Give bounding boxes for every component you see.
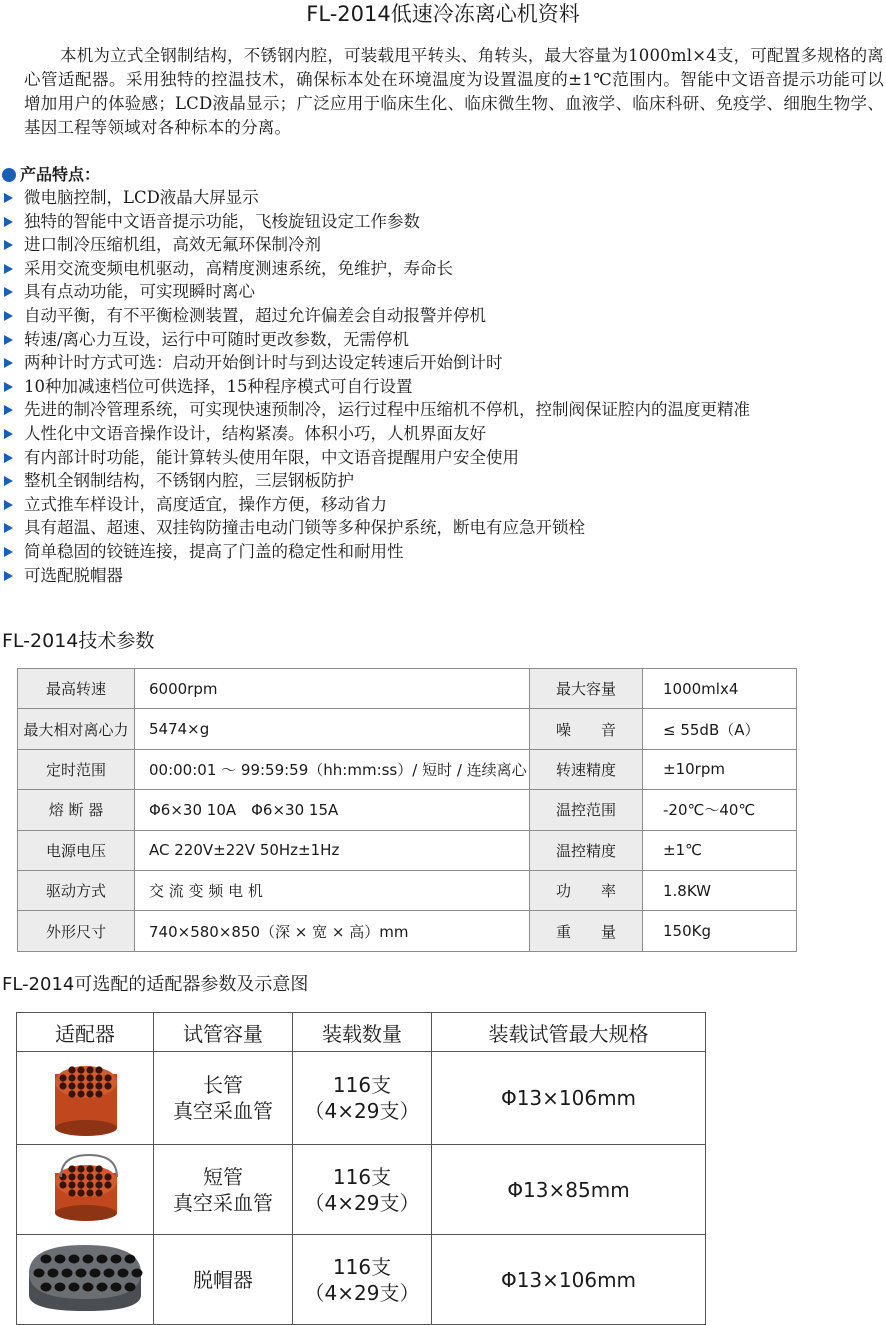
spec-value: ±1℃ bbox=[643, 830, 797, 870]
spec-value: 740×580×850（深 × 宽 × 高）mm bbox=[135, 911, 530, 951]
bullet-dot-icon bbox=[2, 168, 16, 182]
triangle-bullet-icon bbox=[4, 193, 13, 203]
triangle-bullet-icon bbox=[4, 382, 13, 392]
spec-label: 电源电压 bbox=[18, 830, 135, 870]
spec-label: 定时范围 bbox=[18, 749, 135, 789]
feature-text: 微电脑控制，LCD液晶大屏显示 bbox=[24, 188, 259, 207]
feature-item bbox=[4, 398, 884, 422]
spec-label: 最大相对离心力 bbox=[18, 709, 135, 749]
triangle-bullet-icon bbox=[4, 264, 13, 274]
feature-text: 整机全钢制结构，不锈钢内腔，三层钢板防护 bbox=[24, 471, 354, 491]
intro-paragraph: 本机为立式全钢制结构，不锈钢内腔，可装载甩平转头、角转头，最大容量为1000ml×4支，可配置多规格的离心管适配器。采用独特的控温技术，确保标本处在环境温度为设置温度的±1℃范围内。智能中文语音提示功能可以增加用户的体验感；LCD液晶显示；广泛应用于临床生化、临床微生物、血液学、临床科研、免疫学、细胞生物学、基因工程等领域对各种标本的分离。 bbox=[24, 46, 884, 137]
adapter-max-spec: Φ13×106mm bbox=[432, 1235, 706, 1325]
feature-text: 转速/离心力互设，运行中可随时更改参数，无需停机 bbox=[24, 329, 410, 349]
triangle-bullet-icon bbox=[4, 453, 13, 463]
feature-text: 具有点动功能，可实现瞬时离心 bbox=[24, 282, 255, 302]
features-heading-label: 产品特点： bbox=[20, 165, 101, 184]
triangle-bullet-icon bbox=[4, 217, 13, 227]
spec-value: Φ6×30 10A Φ6×30 15A bbox=[135, 790, 530, 830]
spec-value: 00:00:01 ～ 99:59:59（hh:mm:ss）/ 短时 / 连续离心 bbox=[135, 749, 530, 789]
spec-row bbox=[18, 669, 797, 709]
adapter-quantity bbox=[293, 1052, 432, 1145]
feature-text: 进口制冷压缩机组，高效无氟环保制冷剂 bbox=[24, 235, 321, 255]
adapter-row bbox=[17, 1235, 706, 1325]
spec-heading: FL-2014技术参数 bbox=[2, 630, 155, 652]
long-tube-adapter-image bbox=[17, 1052, 154, 1145]
spec-row bbox=[18, 709, 797, 749]
short-tube-adapter-image bbox=[17, 1145, 154, 1235]
feature-item bbox=[4, 540, 884, 564]
feature-item bbox=[4, 328, 884, 352]
spec-row bbox=[18, 749, 797, 789]
adapter-capacity bbox=[154, 1235, 293, 1325]
spec-value: ≤ 55dB（A） bbox=[643, 709, 797, 749]
feature-text: 具有超温、超速、双挂钩防撞击电动门锁等多种保护系统，断电有应急开锁栓 bbox=[24, 518, 585, 538]
spec-label: 转速精度 bbox=[530, 749, 643, 789]
feature-item bbox=[4, 375, 884, 399]
adapter-heading: FL-2014可选配的适配器参数及示意图 bbox=[2, 974, 309, 995]
spec-value: 5474×g bbox=[135, 709, 530, 749]
spec-row bbox=[18, 911, 797, 951]
triangle-bullet-icon bbox=[4, 500, 13, 510]
spec-label: 驱动方式 bbox=[18, 870, 135, 910]
triangle-bullet-icon bbox=[4, 571, 13, 581]
spec-label: 外形尺寸 bbox=[18, 911, 135, 951]
adapter-row bbox=[17, 1145, 706, 1235]
spec-table bbox=[17, 668, 797, 952]
feature-text: 立式推车样设计，高度适宜，操作方便，移动省力 bbox=[24, 494, 387, 514]
spec-label: 重 量 bbox=[530, 911, 643, 951]
spec-value: 1000mlx4 bbox=[643, 669, 797, 709]
feature-text: 人性化中文语音操作设计，结构紧凑。体积小巧，人机界面友好 bbox=[24, 423, 486, 443]
capacity-line-1: 长管 bbox=[203, 1073, 243, 1097]
feature-text: 自动平衡，有不平衡检测装置，超过允许偏差会自动报警并停机 bbox=[24, 305, 486, 325]
triangle-bullet-icon bbox=[4, 429, 13, 439]
quantity-line-2: （4×29支） bbox=[304, 1280, 420, 1305]
feature-text: 独特的智能中文语音提示功能，飞梭旋钮设定工作参数 bbox=[24, 211, 420, 231]
triangle-bullet-icon bbox=[4, 240, 13, 250]
feature-item bbox=[4, 257, 884, 281]
feature-item bbox=[4, 422, 884, 446]
spec-value: 1.8KW bbox=[643, 870, 797, 910]
capacity-col-header: 试管容量 bbox=[154, 1013, 293, 1052]
adapter-capacity bbox=[154, 1052, 293, 1145]
feature-item bbox=[4, 564, 884, 588]
spec-label: 功 率 bbox=[530, 870, 643, 910]
decapper-image bbox=[17, 1235, 154, 1325]
capacity-line-2: 真空采血管 bbox=[173, 1099, 273, 1123]
feature-item bbox=[4, 351, 884, 375]
page-title: FL-2014低速冷冻离心机资料 bbox=[306, 2, 580, 26]
triangle-bullet-icon bbox=[4, 335, 13, 345]
feature-text: 采用交流变频电机驱动，高精度测速系统，免维护，寿命长 bbox=[24, 258, 453, 278]
feature-text: 有内部计时功能，能计算转头使用年限，中文语音提醒用户安全使用 bbox=[24, 447, 519, 467]
spec-label: 温控精度 bbox=[530, 830, 643, 870]
spec-label: 最高转速 bbox=[18, 669, 135, 709]
triangle-bullet-icon bbox=[4, 547, 13, 557]
features-list bbox=[4, 186, 884, 587]
feature-item bbox=[4, 186, 884, 210]
triangle-bullet-icon bbox=[4, 287, 13, 297]
adapter-header-row bbox=[17, 1013, 706, 1052]
feature-text: 先进的制冷管理系统，可实现快速预制冷，运行过程中压缩机不停机，控制阀保证腔内的温度更精准 bbox=[24, 400, 750, 420]
adapter-quantity bbox=[293, 1235, 432, 1325]
spec-label: 温控范围 bbox=[530, 790, 643, 830]
spec-value: 150Kg bbox=[643, 911, 797, 951]
adapter-max-spec: Φ13×85mm bbox=[432, 1145, 706, 1235]
feature-text: 10种加减速档位可供选择，15种程序模式可自行设置 bbox=[24, 376, 413, 396]
triangle-bullet-icon bbox=[4, 476, 13, 486]
triangle-bullet-icon bbox=[4, 523, 13, 533]
feature-text: 简单稳固的铰链连接，提高了门盖的稳定性和耐用性 bbox=[24, 541, 404, 561]
quantity-line-1: 116支 bbox=[332, 1254, 392, 1279]
adapter-capacity bbox=[154, 1145, 293, 1235]
spec-value: 交 流 变 频 电 机 bbox=[135, 870, 530, 910]
adapter-quantity bbox=[293, 1145, 432, 1235]
spec-row bbox=[18, 830, 797, 870]
adapter-max-spec: Φ13×106mm bbox=[432, 1052, 706, 1145]
quantity-line-1: 116支 bbox=[332, 1164, 392, 1189]
spec-label: 噪 音 bbox=[530, 709, 643, 749]
triangle-bullet-icon bbox=[4, 405, 13, 415]
max-spec-col-header: 装载试管最大规格 bbox=[432, 1013, 706, 1052]
triangle-bullet-icon bbox=[4, 358, 13, 368]
feature-item bbox=[4, 516, 884, 540]
features-heading bbox=[2, 164, 100, 186]
feature-item bbox=[4, 469, 884, 493]
feature-item bbox=[4, 233, 884, 257]
feature-item bbox=[4, 304, 884, 328]
capacity-line-1: 短管 bbox=[203, 1164, 243, 1189]
feature-item bbox=[4, 493, 884, 517]
adapter-col-header: 适配器 bbox=[17, 1013, 154, 1052]
quantity-line-1: 116支 bbox=[332, 1073, 392, 1097]
quantity-line-2: （4×29支） bbox=[304, 1190, 420, 1215]
feature-text: 两种计时方式可选：启动开始倒计时与到达设定转速后开始倒计时 bbox=[24, 353, 503, 373]
feature-item bbox=[4, 280, 884, 304]
capacity-line-2: 真空采血管 bbox=[173, 1190, 273, 1215]
spec-row bbox=[18, 790, 797, 830]
triangle-bullet-icon bbox=[4, 311, 13, 321]
spec-row bbox=[18, 870, 797, 910]
spec-value: -20℃～40℃ bbox=[643, 790, 797, 830]
capacity-line-1: 脱帽器 bbox=[193, 1267, 253, 1292]
quantity-line-2: （4×29支） bbox=[304, 1099, 420, 1123]
spec-label: 最大容量 bbox=[530, 669, 643, 709]
feature-item bbox=[4, 446, 884, 470]
adapter-row bbox=[17, 1052, 706, 1145]
feature-item bbox=[4, 210, 884, 234]
spec-value: 6000rpm bbox=[135, 669, 530, 709]
quantity-col-header: 装载数量 bbox=[293, 1013, 432, 1052]
spec-value: AC 220V±22V 50Hz±1Hz bbox=[135, 830, 530, 870]
feature-text: 可选配脱帽器 bbox=[24, 565, 123, 585]
spec-value: ±10rpm bbox=[643, 749, 797, 789]
adapter-table bbox=[16, 1012, 706, 1325]
spec-label: 熔 断 器 bbox=[18, 790, 135, 830]
